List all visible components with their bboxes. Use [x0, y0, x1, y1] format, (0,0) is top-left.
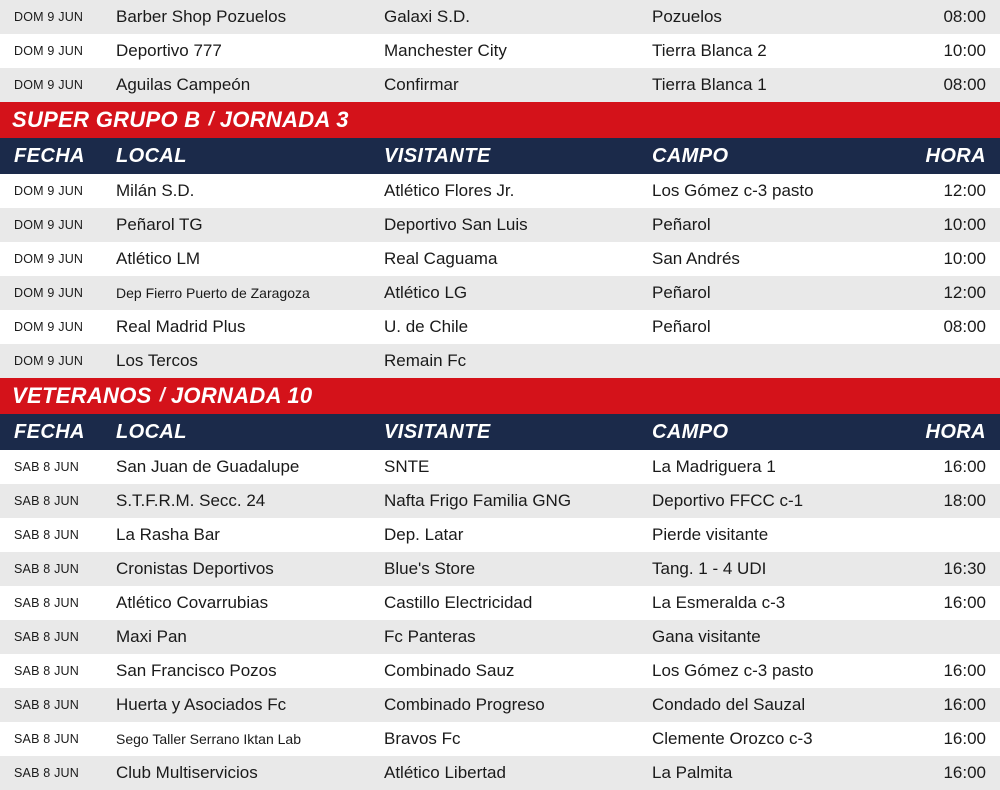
- row-date: DOM 9 JUN: [14, 78, 84, 92]
- row-visitor-team: Bravos Fc: [384, 729, 461, 748]
- row-visitor-team: Combinado Progreso: [384, 695, 545, 714]
- table-row: [0, 654, 1000, 688]
- row-field: Tang. 1 - 4 UDI: [652, 559, 767, 578]
- row-local-team: Atlético LM: [116, 249, 201, 268]
- column-header-local: LOCAL: [116, 144, 187, 167]
- column-header-local: LOCAL: [116, 420, 187, 443]
- row-visitor-team: Deportivo San Luis: [384, 215, 528, 234]
- table-row: [0, 552, 1000, 586]
- row-field: Los Gómez c-3 pasto: [652, 181, 814, 200]
- table-row: [0, 344, 1000, 378]
- row-local-team: Dep Fierro Puerto de Zaragoza: [116, 285, 310, 301]
- row-date: DOM 9 JUN: [14, 184, 84, 198]
- row-local-team: Milán S.D.: [116, 181, 195, 200]
- row-field: Gana visitante: [652, 627, 761, 646]
- table-row: [0, 68, 1000, 102]
- row-local-team: Cronistas Deportivos: [116, 559, 274, 578]
- section-jornada: JORNADA 10: [170, 383, 313, 408]
- row-date: SAB 8 JUN: [14, 596, 80, 610]
- column-header: [0, 138, 1000, 174]
- row-field: Clemente Orozco c-3: [652, 729, 813, 748]
- row-visitor-team: Dep. Latar: [384, 525, 464, 544]
- row-field: Peñarol: [652, 215, 711, 234]
- row-visitor-team: Fc Panteras: [384, 627, 476, 646]
- table-row: [0, 208, 1000, 242]
- row-date: SAB 8 JUN: [14, 494, 80, 508]
- row-time: 10:00: [943, 215, 986, 234]
- table-row: [0, 34, 1000, 68]
- row-date: SAB 8 JUN: [14, 562, 80, 576]
- row-field: San Andrés: [652, 249, 740, 268]
- row-time: 18:00: [943, 491, 986, 510]
- row-time: 16:30: [943, 559, 986, 578]
- row-date: SAB 8 JUN: [14, 528, 80, 542]
- table-row: [0, 688, 1000, 722]
- column-header-hora: HORA: [925, 420, 986, 443]
- row-time: 08:00: [943, 7, 986, 26]
- row-local-team: San Juan de Guadalupe: [116, 457, 300, 476]
- row-local-team: Real Madrid Plus: [116, 317, 246, 336]
- section-banner: [0, 378, 1000, 414]
- row-visitor-team: Confirmar: [384, 75, 459, 94]
- section-group-name: VETERANOS: [12, 383, 152, 408]
- column-header-campo: CAMPO: [652, 420, 729, 443]
- table-row: [0, 484, 1000, 518]
- section-separator: /: [159, 385, 165, 406]
- row-local-team: Barber Shop Pozuelos: [116, 7, 287, 26]
- row-local-team: Aguilas Campeón: [116, 75, 251, 94]
- row-local-team: San Francisco Pozos: [116, 661, 277, 680]
- row-visitor-team: U. de Chile: [384, 317, 469, 336]
- row-field: Peñarol: [652, 317, 711, 336]
- row-local-team: Deportivo 777: [116, 41, 222, 60]
- row-local-team: La Rasha Bar: [116, 525, 220, 544]
- table-row: [0, 450, 1000, 484]
- row-date: SAB 8 JUN: [14, 698, 80, 712]
- section-jornada: JORNADA 3: [219, 107, 349, 132]
- row-field: Tierra Blanca 1: [652, 75, 767, 94]
- section-separator: /: [208, 109, 214, 130]
- section-group-name: SUPER GRUPO B: [12, 107, 201, 132]
- table-row: [0, 722, 1000, 756]
- table-row: [0, 310, 1000, 344]
- table-row: [0, 276, 1000, 310]
- row-date: DOM 9 JUN: [14, 44, 84, 58]
- row-date: DOM 9 JUN: [14, 286, 84, 300]
- row-visitor-team: Galaxi S.D.: [384, 7, 470, 26]
- row-visitor-team: Real Caguama: [384, 249, 498, 268]
- row-time: 16:00: [943, 729, 986, 748]
- row-local-team: Los Tercos: [116, 351, 198, 370]
- row-date: DOM 9 JUN: [14, 320, 84, 334]
- row-field: Peñarol: [652, 283, 711, 302]
- row-local-team: Huerta y Asociados Fc: [116, 695, 287, 714]
- row-field: Pierde visitante: [652, 525, 769, 544]
- column-header-visitante: VISITANTE: [384, 420, 491, 443]
- row-date: DOM 9 JUN: [14, 218, 84, 232]
- table-row: [0, 242, 1000, 276]
- row-visitor-team: SNTE: [384, 457, 430, 476]
- row-field: Tierra Blanca 2: [652, 41, 767, 60]
- row-local-team: Maxi Pan: [116, 627, 187, 646]
- row-date: DOM 9 JUN: [14, 354, 84, 368]
- column-header-fecha: FECHA: [14, 144, 85, 167]
- row-field: La Palmita: [652, 763, 733, 782]
- row-date: SAB 8 JUN: [14, 460, 80, 474]
- row-date: SAB 8 JUN: [14, 630, 80, 644]
- row-visitor-team: Atlético Libertad: [384, 763, 506, 782]
- row-time: 08:00: [943, 317, 986, 336]
- row-time: 08:00: [943, 75, 986, 94]
- row-visitor-team: Remain Fc: [384, 351, 467, 370]
- row-field: Los Gómez c-3 pasto: [652, 661, 814, 680]
- row-visitor-team: Manchester City: [384, 41, 507, 60]
- row-visitor-team: Blue's Store: [384, 559, 476, 578]
- row-visitor-team: Combinado Sauz: [384, 661, 515, 680]
- table-row: [0, 174, 1000, 208]
- row-field: Condado del Sauzal: [652, 695, 806, 714]
- row-field: La Madriguera 1: [652, 457, 776, 476]
- row-visitor-team: Atlético LG: [384, 283, 468, 302]
- row-field: Pozuelos: [652, 7, 722, 26]
- row-time: 12:00: [943, 181, 986, 200]
- row-time: 10:00: [943, 249, 986, 268]
- row-time: 10:00: [943, 41, 986, 60]
- column-header-hora: HORA: [925, 144, 986, 167]
- row-date: SAB 8 JUN: [14, 664, 80, 678]
- row-local-team: Peñarol TG: [116, 215, 203, 234]
- row-visitor-team: Nafta Frigo Familia GNG: [384, 491, 572, 510]
- table-row: [0, 518, 1000, 552]
- table-row: [0, 756, 1000, 790]
- section-banner: [0, 102, 1000, 138]
- row-field: La Esmeralda c-3: [652, 593, 786, 612]
- column-header-fecha: FECHA: [14, 420, 85, 443]
- row-visitor-team: Castillo Electricidad: [384, 593, 533, 612]
- row-date: DOM 9 JUN: [14, 10, 84, 24]
- column-header-campo: CAMPO: [652, 144, 729, 167]
- row-time: 12:00: [943, 283, 986, 302]
- row-visitor-team: Atlético Flores Jr.: [384, 181, 515, 200]
- row-time: 16:00: [943, 661, 986, 680]
- row-field: Deportivo FFCC c-1: [652, 491, 804, 510]
- row-local-team: Club Multiservicios: [116, 763, 258, 782]
- row-date: DOM 9 JUN: [14, 252, 84, 266]
- column-header: [0, 414, 1000, 450]
- row-date: SAB 8 JUN: [14, 732, 80, 746]
- row-time: 16:00: [943, 695, 986, 714]
- row-local-team: S.T.F.R.M. Secc. 24: [116, 491, 266, 510]
- row-local-team: Atlético Covarrubias: [116, 593, 269, 612]
- row-time: 16:00: [943, 593, 986, 612]
- table-row: [0, 620, 1000, 654]
- column-header-visitante: VISITANTE: [384, 144, 491, 167]
- row-local-team: Sego Taller Serrano Iktan Lab: [116, 731, 301, 747]
- row-time: 16:00: [943, 763, 986, 782]
- row-time: 16:00: [943, 457, 986, 476]
- table-row: [0, 586, 1000, 620]
- table-row: [0, 0, 1000, 34]
- row-date: SAB 8 JUN: [14, 766, 80, 780]
